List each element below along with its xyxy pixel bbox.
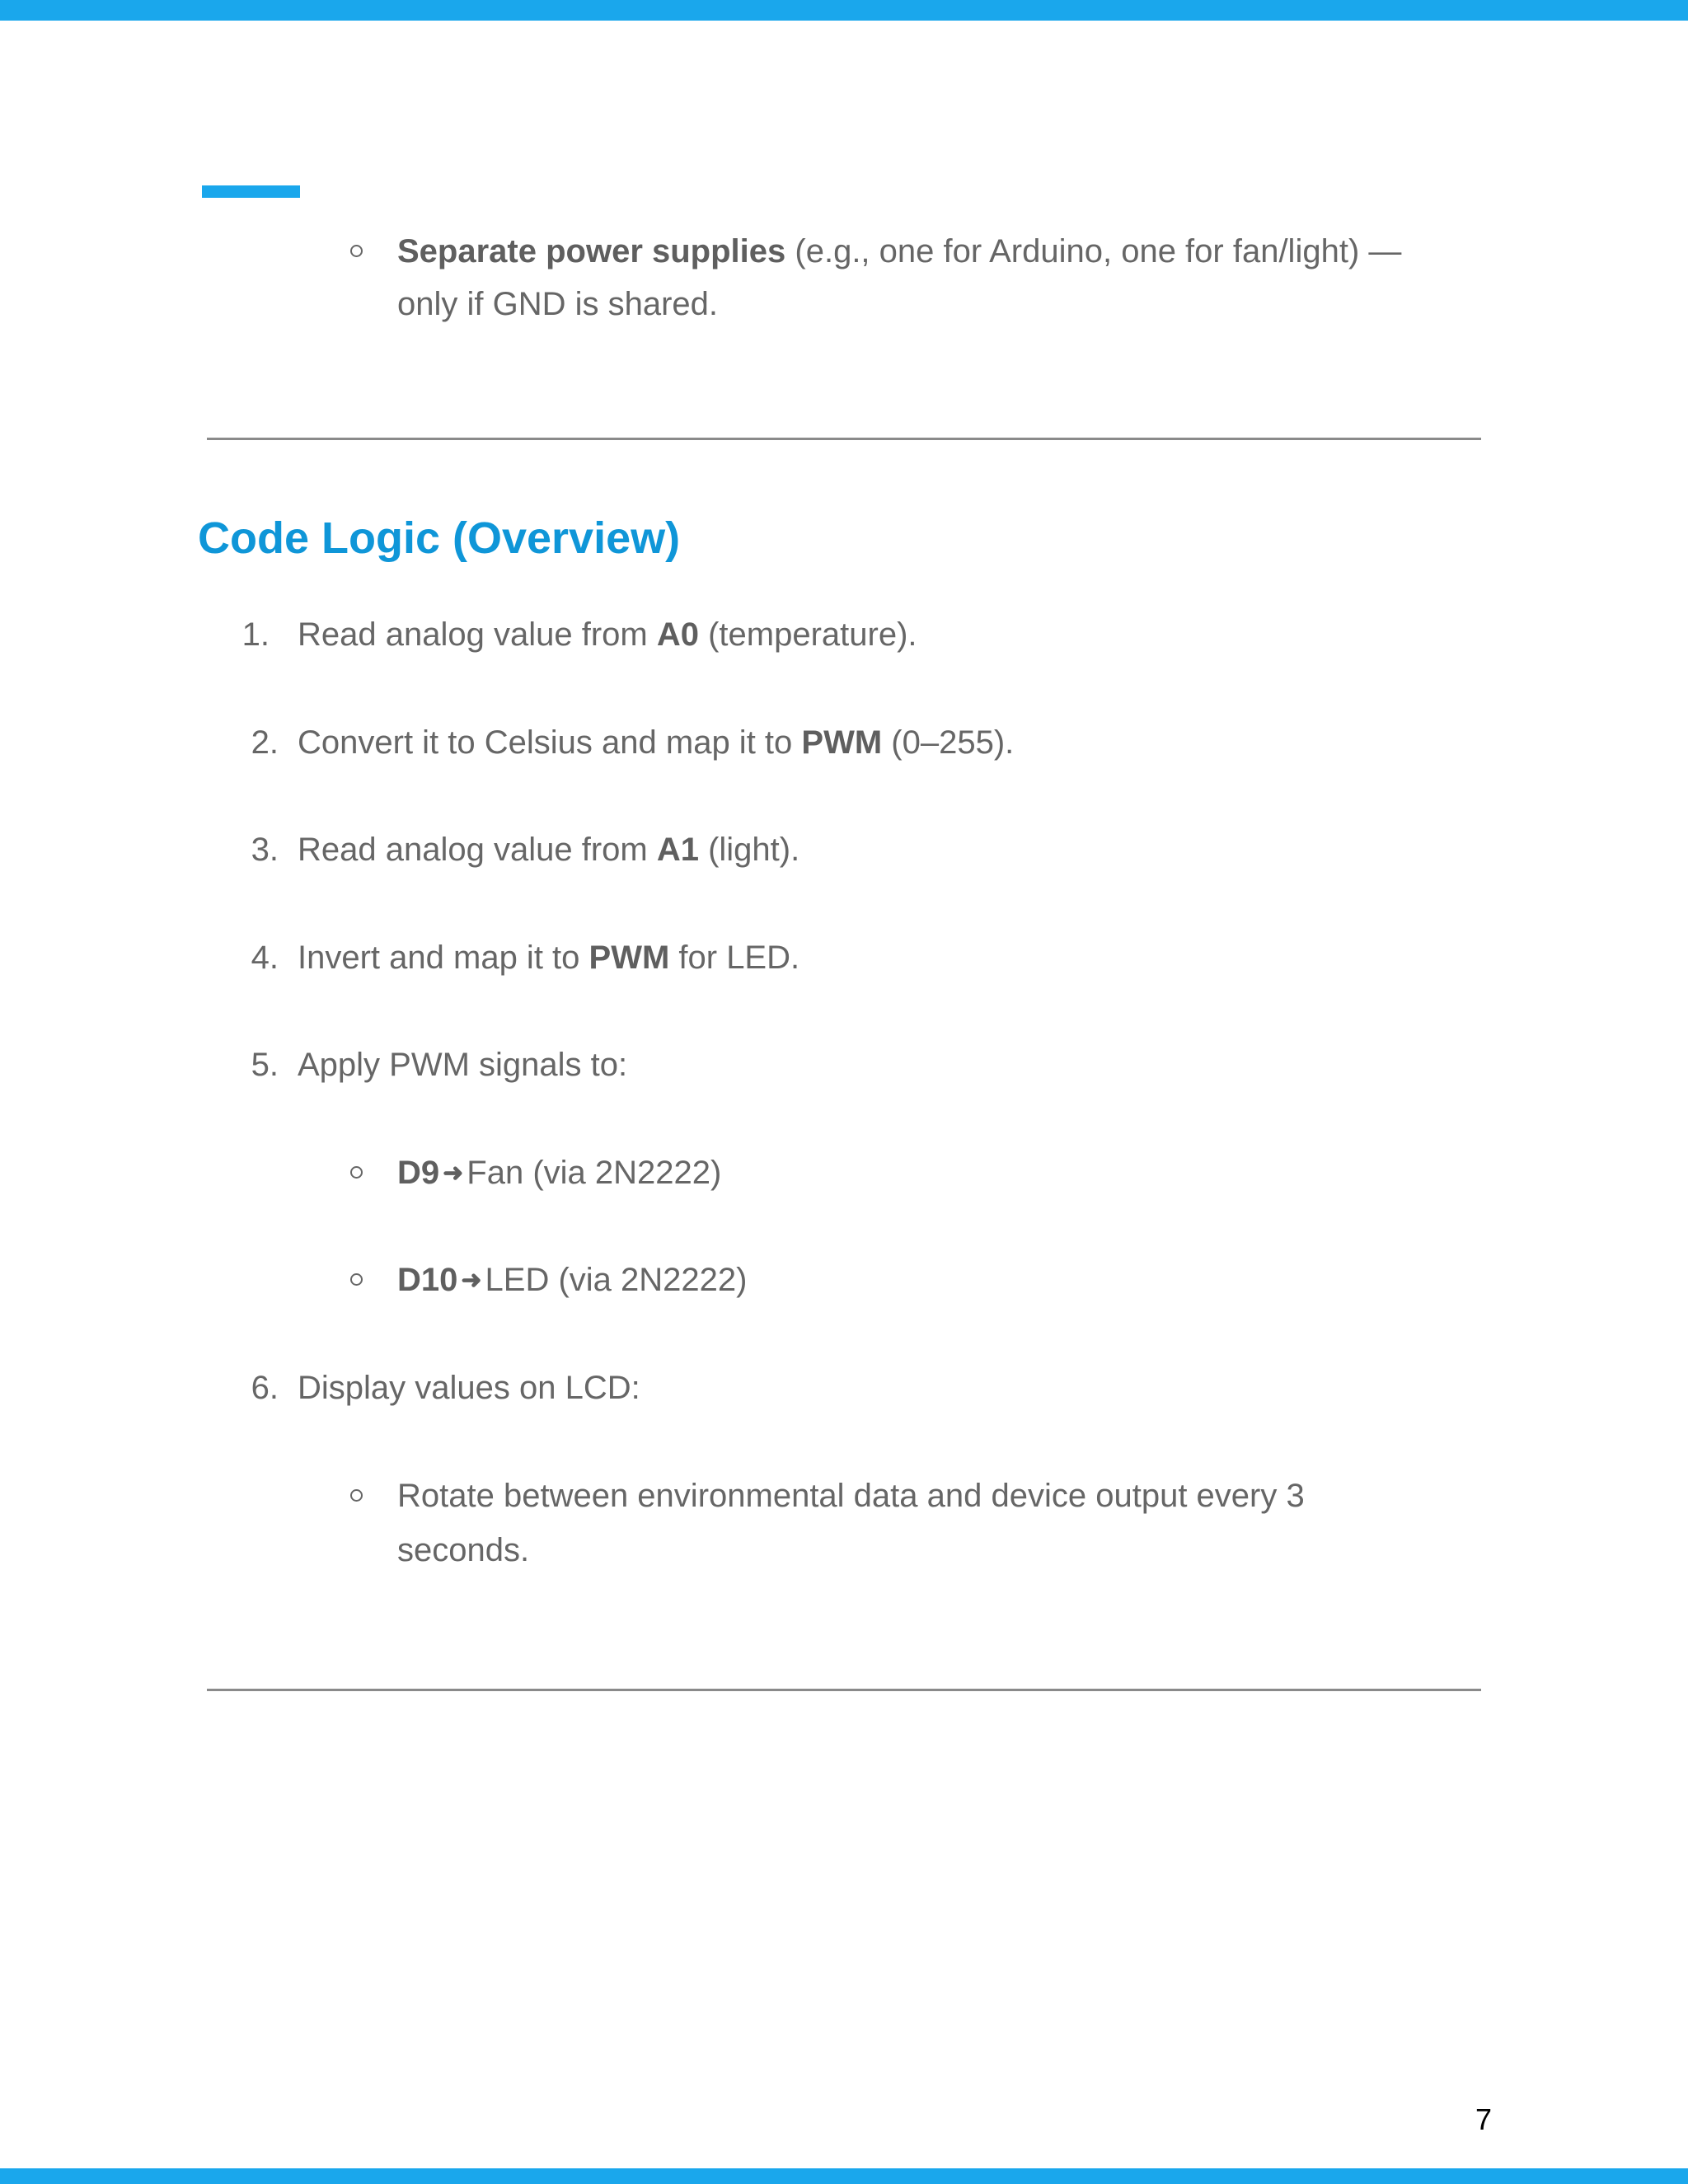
- bottom-accent-band: [0, 2168, 1688, 2184]
- pwm-output-pin: D10: [397, 1262, 458, 1298]
- section-heading: Code Logic (Overview): [198, 513, 681, 563]
- step-2-post: (0–255).: [882, 724, 1015, 761]
- step-1-text: [298, 607, 917, 662]
- bullet-power-supplies-rest: (e.g., one for Arduino, one for fan/light) —: [785, 233, 1402, 269]
- top-accent-band: [0, 0, 1688, 21]
- section-divider: [207, 438, 1481, 440]
- bullet-icon: [350, 1489, 363, 1502]
- step-number: 1.: [241, 616, 270, 653]
- step-3-text: [298, 823, 799, 877]
- bullet-power-supplies-bold: Separate power supplies: [397, 233, 786, 269]
- step-1-bold: A0: [656, 616, 699, 653]
- pwm-output-d10: [397, 1253, 747, 1308]
- step-5-text: Apply PWM signals to:: [298, 1047, 628, 1083]
- step-3-pre: Read analog value from: [298, 832, 657, 868]
- step-number: 4.: [251, 940, 279, 976]
- step-number: 2.: [251, 724, 279, 761]
- bullet-power-supplies-line1: [397, 224, 1401, 279]
- bullet-icon: [350, 245, 363, 257]
- accent-dash: [202, 185, 300, 198]
- step-number: 3.: [251, 832, 279, 868]
- pwm-output-pin: D9: [397, 1155, 440, 1191]
- page-number: 7: [1475, 2102, 1492, 2136]
- lcd-note-line1: Rotate between environmental data and device output every 3: [397, 1478, 1305, 1514]
- step-3-bold: A1: [656, 832, 699, 868]
- step-2-pre: Convert it to Celsius and map it to: [298, 724, 802, 761]
- step-4-pre: Invert and map it to: [298, 940, 589, 976]
- step-2-text: [298, 715, 1014, 770]
- bullet-icon: [350, 1166, 363, 1179]
- bullet-icon: [350, 1273, 363, 1286]
- step-4-bold: PWM: [588, 940, 670, 976]
- step-number: 6.: [251, 1370, 279, 1406]
- step-number: 5.: [251, 1047, 279, 1083]
- step-3-post: (light).: [698, 832, 800, 868]
- step-4-post: for LED.: [669, 940, 800, 976]
- step-4-text: [298, 930, 799, 985]
- step-2-bold: PWM: [801, 724, 883, 761]
- step-1-pre: Read analog value from: [298, 616, 657, 653]
- bullet-power-supplies-line2: only if GND is shared.: [397, 286, 719, 322]
- arrow-right-icon: ➜: [461, 1267, 482, 1294]
- pwm-output-target: Fan (via 2N2222): [467, 1155, 722, 1191]
- lcd-note-line2: seconds.: [397, 1532, 530, 1568]
- step-6-text: Display values on LCD:: [298, 1370, 640, 1406]
- section-divider: [207, 1689, 1481, 1691]
- pwm-output-target: LED (via 2N2222): [485, 1262, 748, 1298]
- step-1-post: (temperature).: [698, 616, 917, 653]
- arrow-right-icon: ➜: [443, 1160, 464, 1187]
- pwm-output-d9: [397, 1146, 721, 1201]
